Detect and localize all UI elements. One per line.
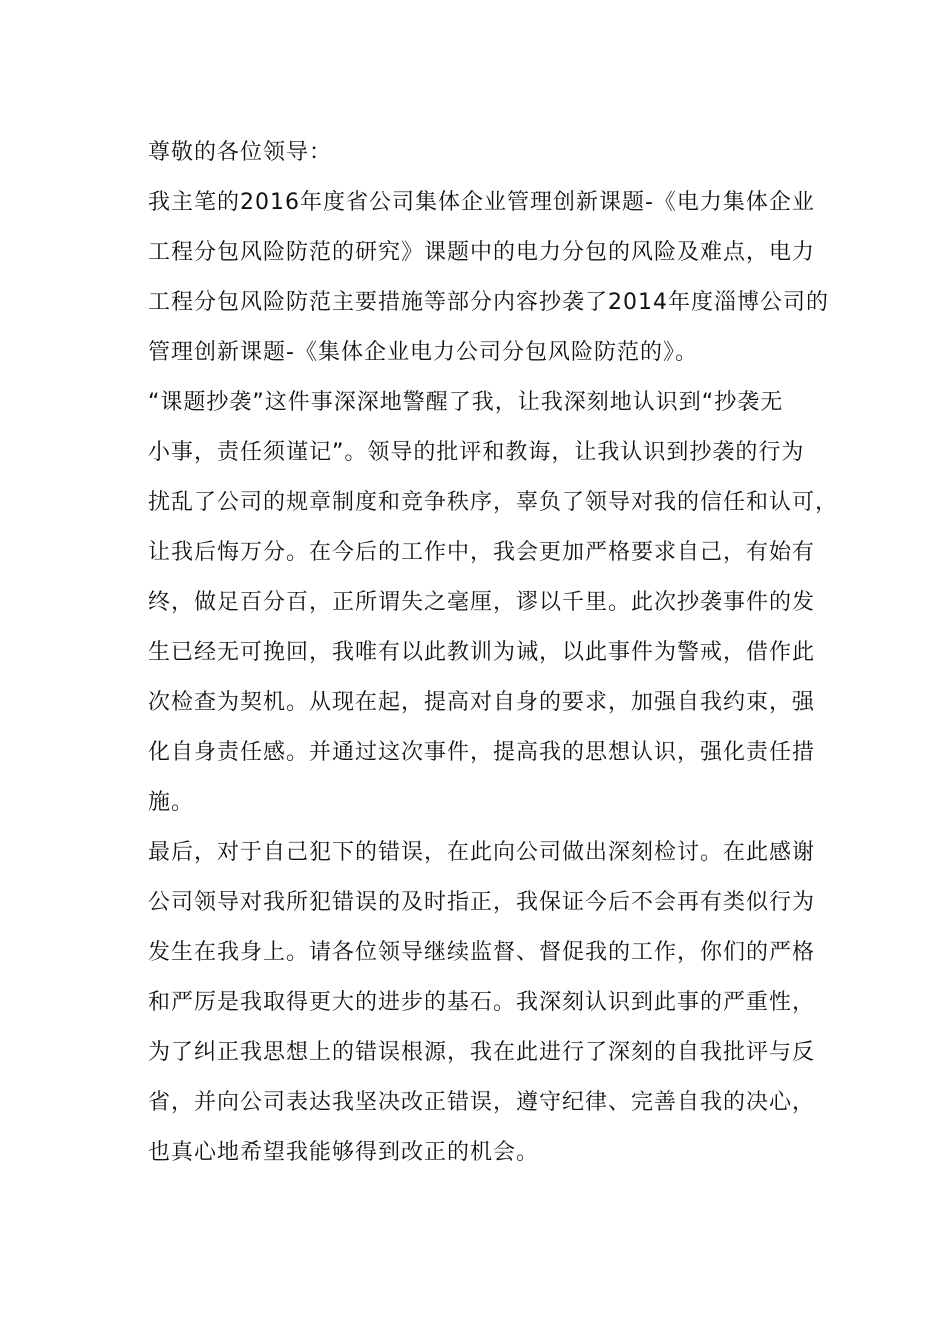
paragraph-1 [148, 178, 828, 378]
paragraph-line: 发生在我身上。请各位领导继续监督、督促我的工作，你们的严格 [148, 940, 816, 965]
paragraph-line: 小事，责任须谨记”。领导的批评和教诲，让我认识到抄袭的行为 [148, 440, 805, 465]
paragraph-line: 施。 [148, 790, 195, 815]
letter-body [148, 128, 839, 1178]
paragraph-2 [148, 378, 839, 828]
paragraph-line: 公司领导对我所犯错误的及时指正，我保证今后不会再有类似行为 [148, 890, 816, 915]
paragraph-line: 终，做足百分百，正所谓失之毫厘，谬以千里。此次抄袭事件的发 [148, 590, 816, 615]
paragraph-line: 为了纠正我思想上的错误根源，我在此进行了深刻的自我批评与反 [148, 1040, 816, 1065]
paragraph-line: 生已经无可挽回，我唯有以此教训为诫，以此事件为警戒，借作此 [148, 640, 816, 665]
paragraph-line: 工程分包风险防范主要措施等部分内容抄袭了2014年度淄博公司的 [148, 290, 829, 315]
paragraph-line: 让我后悔万分。在今后的工作中，我会更加严格要求自己，有始有 [148, 540, 816, 565]
paragraph-line: 扰乱了公司的规章制度和竞争秩序，辜负了领导对我的信任和认可， [148, 490, 839, 515]
paragraph-3 [148, 828, 828, 1178]
paragraph-line: “课题抄袭”这件事深深地警醒了我，让我深刻地认识到“抄袭无 [148, 390, 784, 415]
paragraph-line: 最后，对于自己犯下的错误，在此向公司做出深刻检讨。在此感谢 [148, 840, 816, 865]
paragraph-line: 管理创新课题-《集体企业电力公司分包风险防范的》。 [148, 340, 698, 365]
paragraph-line: 和严厉是我取得更大的进步的基石。我深刻认识到此事的严重性， [148, 990, 816, 1015]
paragraph-line: 次检查为契机。从现在起，提高对自身的要求，加强自我约束，强 [148, 690, 816, 715]
paragraph-line: 我主笔的2016年度省公司集体企业管理创新课题-《电力集体企业 [148, 190, 815, 215]
paragraph-line: 省，并向公司表达我坚决改正错误，遵守纪律、完善自我的决心， [148, 1090, 816, 1115]
paragraph-line: 工程分包风险防范的研究》课题中的电力分包的风险及难点，电力 [148, 240, 816, 265]
salutation: 尊敬的各位领导： [148, 140, 333, 165]
paragraph-line: 也真心地希望我能够得到改正的机会。 [148, 1140, 540, 1165]
paragraph-line: 化自身责任感。并通过这次事件，提高我的思想认识，强化责任措 [148, 740, 816, 765]
